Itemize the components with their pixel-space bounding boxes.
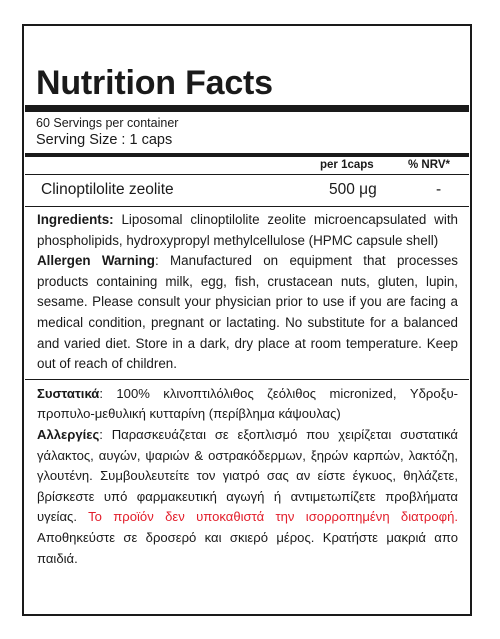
greek-storage-text: Αποθηκεύστε σε δροσερό και σκιερό μέρος. Κρατήστε μακριά απο παιδιά.	[37, 529, 458, 566]
allergen-text: : Manufactured on equipment that processes products containing milk, egg, fish, crustacean nuts, gluten, lupin, sesame. Please consult your physician prior to use if you are facing a medical condition, pregnant or lactating. No substitute for a balanced and varied diet. Store in a dark, dry place at room temperature. Keep out of reach of children.	[37, 253, 458, 372]
allergen-label: Allergen Warning	[37, 253, 155, 269]
amount-column-header: per 1caps	[320, 159, 374, 171]
nutrient-amount: 500 μg	[329, 181, 377, 198]
greek-allergen-label: Αλλεργίες	[37, 426, 100, 442]
servings-per-container: 60 Servings per container	[36, 116, 179, 130]
greek-allergen-text: : Παρασκευάζεται σε εξοπλισμό που χειρίζεται συστατικά γάλακτος, αυγών, ψαριών & οστρακόδερμων, ξηρών καρπών, λακτόζη, γλουτένη. Συμβουλευτείτε τον γιατρό σας αν είστε έγκυος, θηλάζετε, βρίσκεστε υπό φαρμακευτική αγωγή ή αντιμετωπίζετε προβλήματα υγείας.	[37, 426, 458, 525]
english-ingredients-allergens	[36, 207, 458, 379]
nutrient-name: Clinoptilolite zeolite	[41, 181, 174, 198]
table-header	[36, 157, 458, 174]
greek-ingredients-text: : 100% κλινοπτιλόλιθος ζεόλιθος micronized, Υδροξυ-προπυλο-μεθυλική κυτταρίνη (περίβλημα κάψουλας)	[37, 385, 458, 422]
serving-size: Serving Size : 1 caps	[36, 132, 173, 148]
greek-ingredients-label: Συστατικά	[37, 385, 100, 401]
divider-thick	[25, 105, 469, 112]
ingredients-text: Liposomal clinoptilolite zeolite microencapsulated with phospholipids, hydroxypropyl methylcellulose (HPMC capsule shell)	[37, 212, 458, 248]
nutrition-facts-panel	[22, 24, 472, 616]
table-row	[36, 175, 458, 206]
nutrient-nrv: -	[436, 181, 442, 198]
nrv-column-header: % NRV*	[408, 159, 450, 171]
greek-diet-warning: Το προϊόν δεν υποκαθιστά την ισορροπημένη διατροφή.	[88, 509, 459, 525]
greek-ingredients-allergens	[36, 380, 458, 569]
label-title: Nutrition Facts	[36, 64, 273, 102]
ingredients-label: Ingredients:	[37, 212, 114, 227]
